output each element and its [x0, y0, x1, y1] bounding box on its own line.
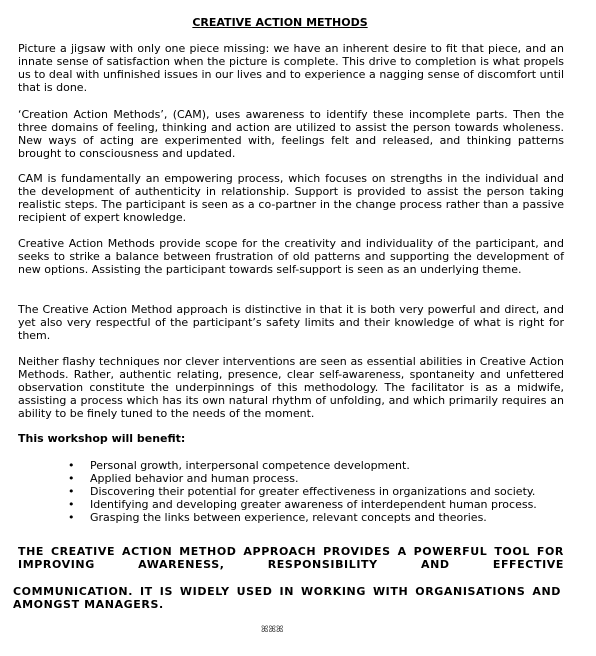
- paragraph-scope: Creative Action Methods provide scope for the creativity and individuality of the participant, and seeks to strike a balance between frustration of old patterns and supporting the development of new options. Assisting the participant towards self-support is seen as an underlying theme.: [18, 237, 564, 276]
- benefits-heading: This workshop will benefit:: [18, 432, 186, 445]
- paragraph-empowering: CAM is fundamentally an empowering process, which focuses on strengths in the individual and the development of authenticity in relationship. Support is provided to assist the person taking realistic steps. The participant is seen as a co-partner in the change process rather than a passive recipient of expert knowledge.: [18, 172, 564, 224]
- paragraph-abilities: Neither flashy techniques nor clever interventions are seen as essential abilities in Creative Action Methods. Rather, authentic relating, presence, clear self-awareness, spontaneity and unfettered observation constitute the underpinnings of this methodology. The facilitator is as a midwife, assisting a process which has its own natural rhythm of unfolding, and which primarily requires an ability to be finely tuned to the needs of the moment.: [18, 355, 564, 420]
- closing-statement-part1: THE CREATIVE ACTION METHOD APPROACH PROVIDES A POWERFUL TOOL FOR IMPROVING AWARENESS, RESPONSIBILITY AND EFFECTIVE: [18, 545, 564, 571]
- list-item: • Grasping the links between experience, relevant concepts and theories.: [68, 511, 537, 524]
- document-title: CREATIVE ACTION METHODS: [192, 16, 368, 29]
- paragraph-distinctive: The Creative Action Method approach is distinctive in that it is both very powerful and direct, and yet also very respectful of the participant’s safety limits and their knowledge of what is right for them.: [18, 303, 564, 342]
- list-item: • Identifying and developing greater awareness of interdependent human process.: [68, 498, 537, 511]
- benefits-list: [68, 459, 537, 524]
- ornament-divider: ꕤꕤꕤ: [261, 625, 284, 635]
- list-item: • Discovering their potential for greater effectiveness in organizations and society.: [68, 485, 537, 498]
- list-item: • Applied behavior and human process.: [68, 472, 537, 485]
- paragraph-cam-definition: ‘Creation Action Methods’, (CAM), uses awareness to identify these incomplete parts. Then the three domains of feeling, thinking and action are utilized to assist the person towards wholeness. New ways of acting are experimented with, feelings felt and released, and thinking patterns brought to consciousness and updated.: [18, 108, 564, 160]
- list-item: • Personal growth, interpersonal competence development.: [68, 459, 537, 472]
- closing-statement-part2: COMMUNICATION. IT IS WIDELY USED IN WORKING WITH ORGANISATIONS AND AMONGST MANAGERS.: [13, 585, 561, 611]
- paragraph-jigsaw: Picture a jigsaw with only one piece missing: we have an inherent desire to fit that piece, and an innate sense of satisfaction when the picture is complete. This drive to completion is what propels us to deal with unfinished issues in our lives and to experience a nagging sense of discomfort until that is done.: [18, 42, 564, 94]
